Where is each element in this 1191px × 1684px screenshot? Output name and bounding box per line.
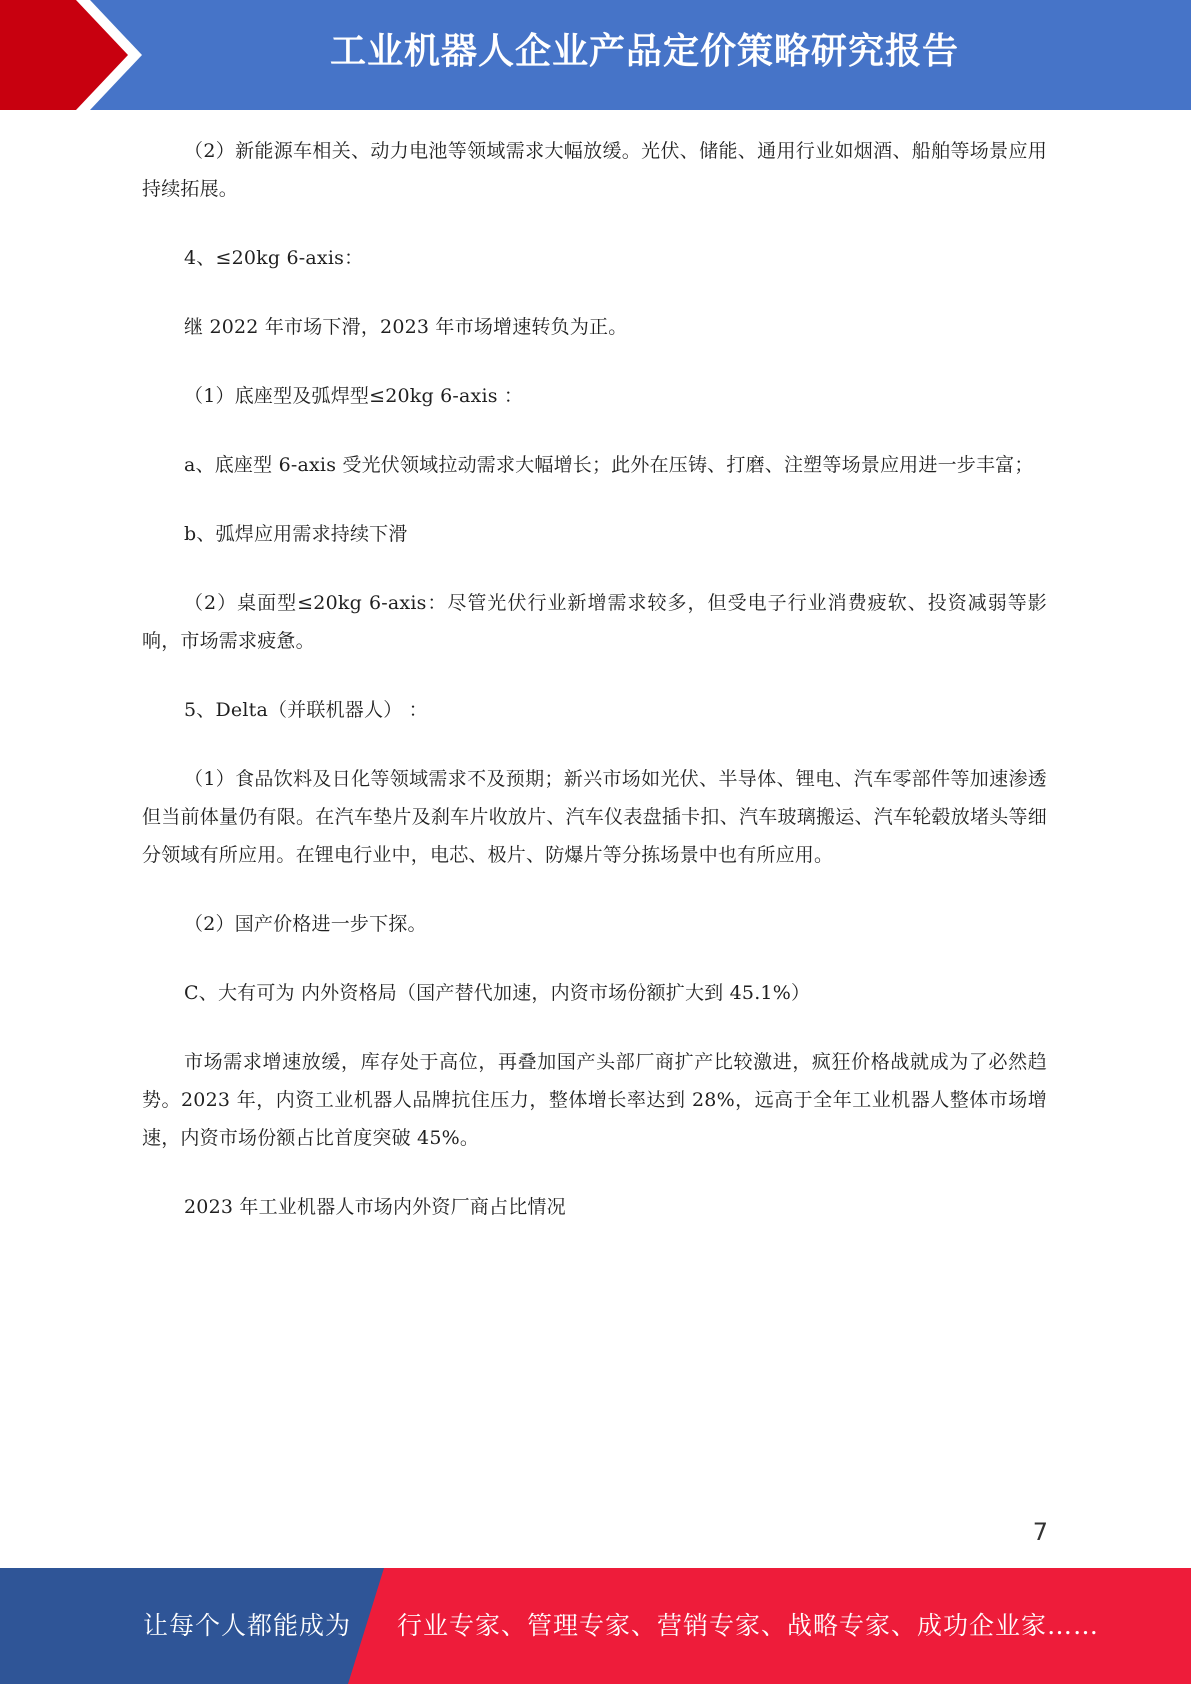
- paragraph-price-war: 市场需求增速放缓，库存处于高位，再叠加国产头部厂商扩产比较激进，疯狂价格战就成为了必然趋势。2023 年，内资工业机器人品牌抗住压力，整体增长率达到 28%，远高于全年工业机器人整体市场增速，内资市场份额占比首度突破 45%。: [142, 1051, 1047, 1149]
- paragraph-desktop-type: （2）桌面型≤20kg 6-axis：尽管光伏行业新增需求较多，但受电子行业消费疲软、投资减弱等影响，市场需求疲惫。: [142, 592, 1047, 652]
- footer-banner: [0, 1568, 1191, 1684]
- document-body: [142, 132, 1047, 1226]
- section-heading-20kg: 4、≤20kg 6-axis：: [184, 247, 364, 269]
- paragraph-arc-welding: b、弧焊应用需求持续下滑: [184, 523, 408, 545]
- paragraph-market-trend: 继 2022 年市场下滑，2023 年市场增速转负为正。: [184, 316, 628, 338]
- footer-slogan-left: 让每个人都能成为: [143, 1611, 352, 1640]
- paragraph-delta-applications: （1）食品饮料及日化等领域需求不及预期；新兴市场如光伏、半导体、锂电、汽车零部件等加速渗透但当前体量仍有限。在汽车垫片及刹车片收放片、汽车仪表盘插卡扣、汽车玻璃搬运、汽车轮毂放堵头等细分领域有所应用。在锂电行业中，电芯、极片、防爆片等分拣场景中也有所应用。: [142, 768, 1047, 866]
- header-banner: [0, 0, 1191, 110]
- chart-caption: 2023 年工业机器人市场内外资厂商占比情况: [184, 1196, 566, 1218]
- paragraph-domestic-price: （2）国产价格进一步下探。: [184, 913, 427, 935]
- subheading-base-arc-welding: （1）底座型及弧焊型≤20kg 6-axis ：: [184, 385, 524, 407]
- paragraph-base-type: a、底座型 6-axis 受光伏领域拉动需求大幅增长；此外在压铸、打磨、注塑等场景应用进一步丰富；: [184, 454, 1034, 476]
- paragraph-new-energy: （2）新能源车相关、动力电池等领域需求大幅放缓。光伏、储能、通用行业如烟酒、船舶等场景应用持续拓展。: [142, 140, 1047, 200]
- section-heading-delta: 5、Delta（并联机器人） ：: [184, 699, 428, 721]
- page-number: 7: [1032, 1518, 1048, 1546]
- report-title: 工业机器人企业产品定价策略研究报告: [330, 31, 960, 72]
- header-chevron-decoration: [0, 0, 160, 110]
- footer-slogan-right: 行业专家、管理专家、营销专家、战略专家、成功企业家……: [397, 1611, 1100, 1640]
- section-heading-domestic-foreign: C、大有可为 内外资格局（国产替代加速，内资市场份额扩大到 45.1%）: [184, 982, 811, 1004]
